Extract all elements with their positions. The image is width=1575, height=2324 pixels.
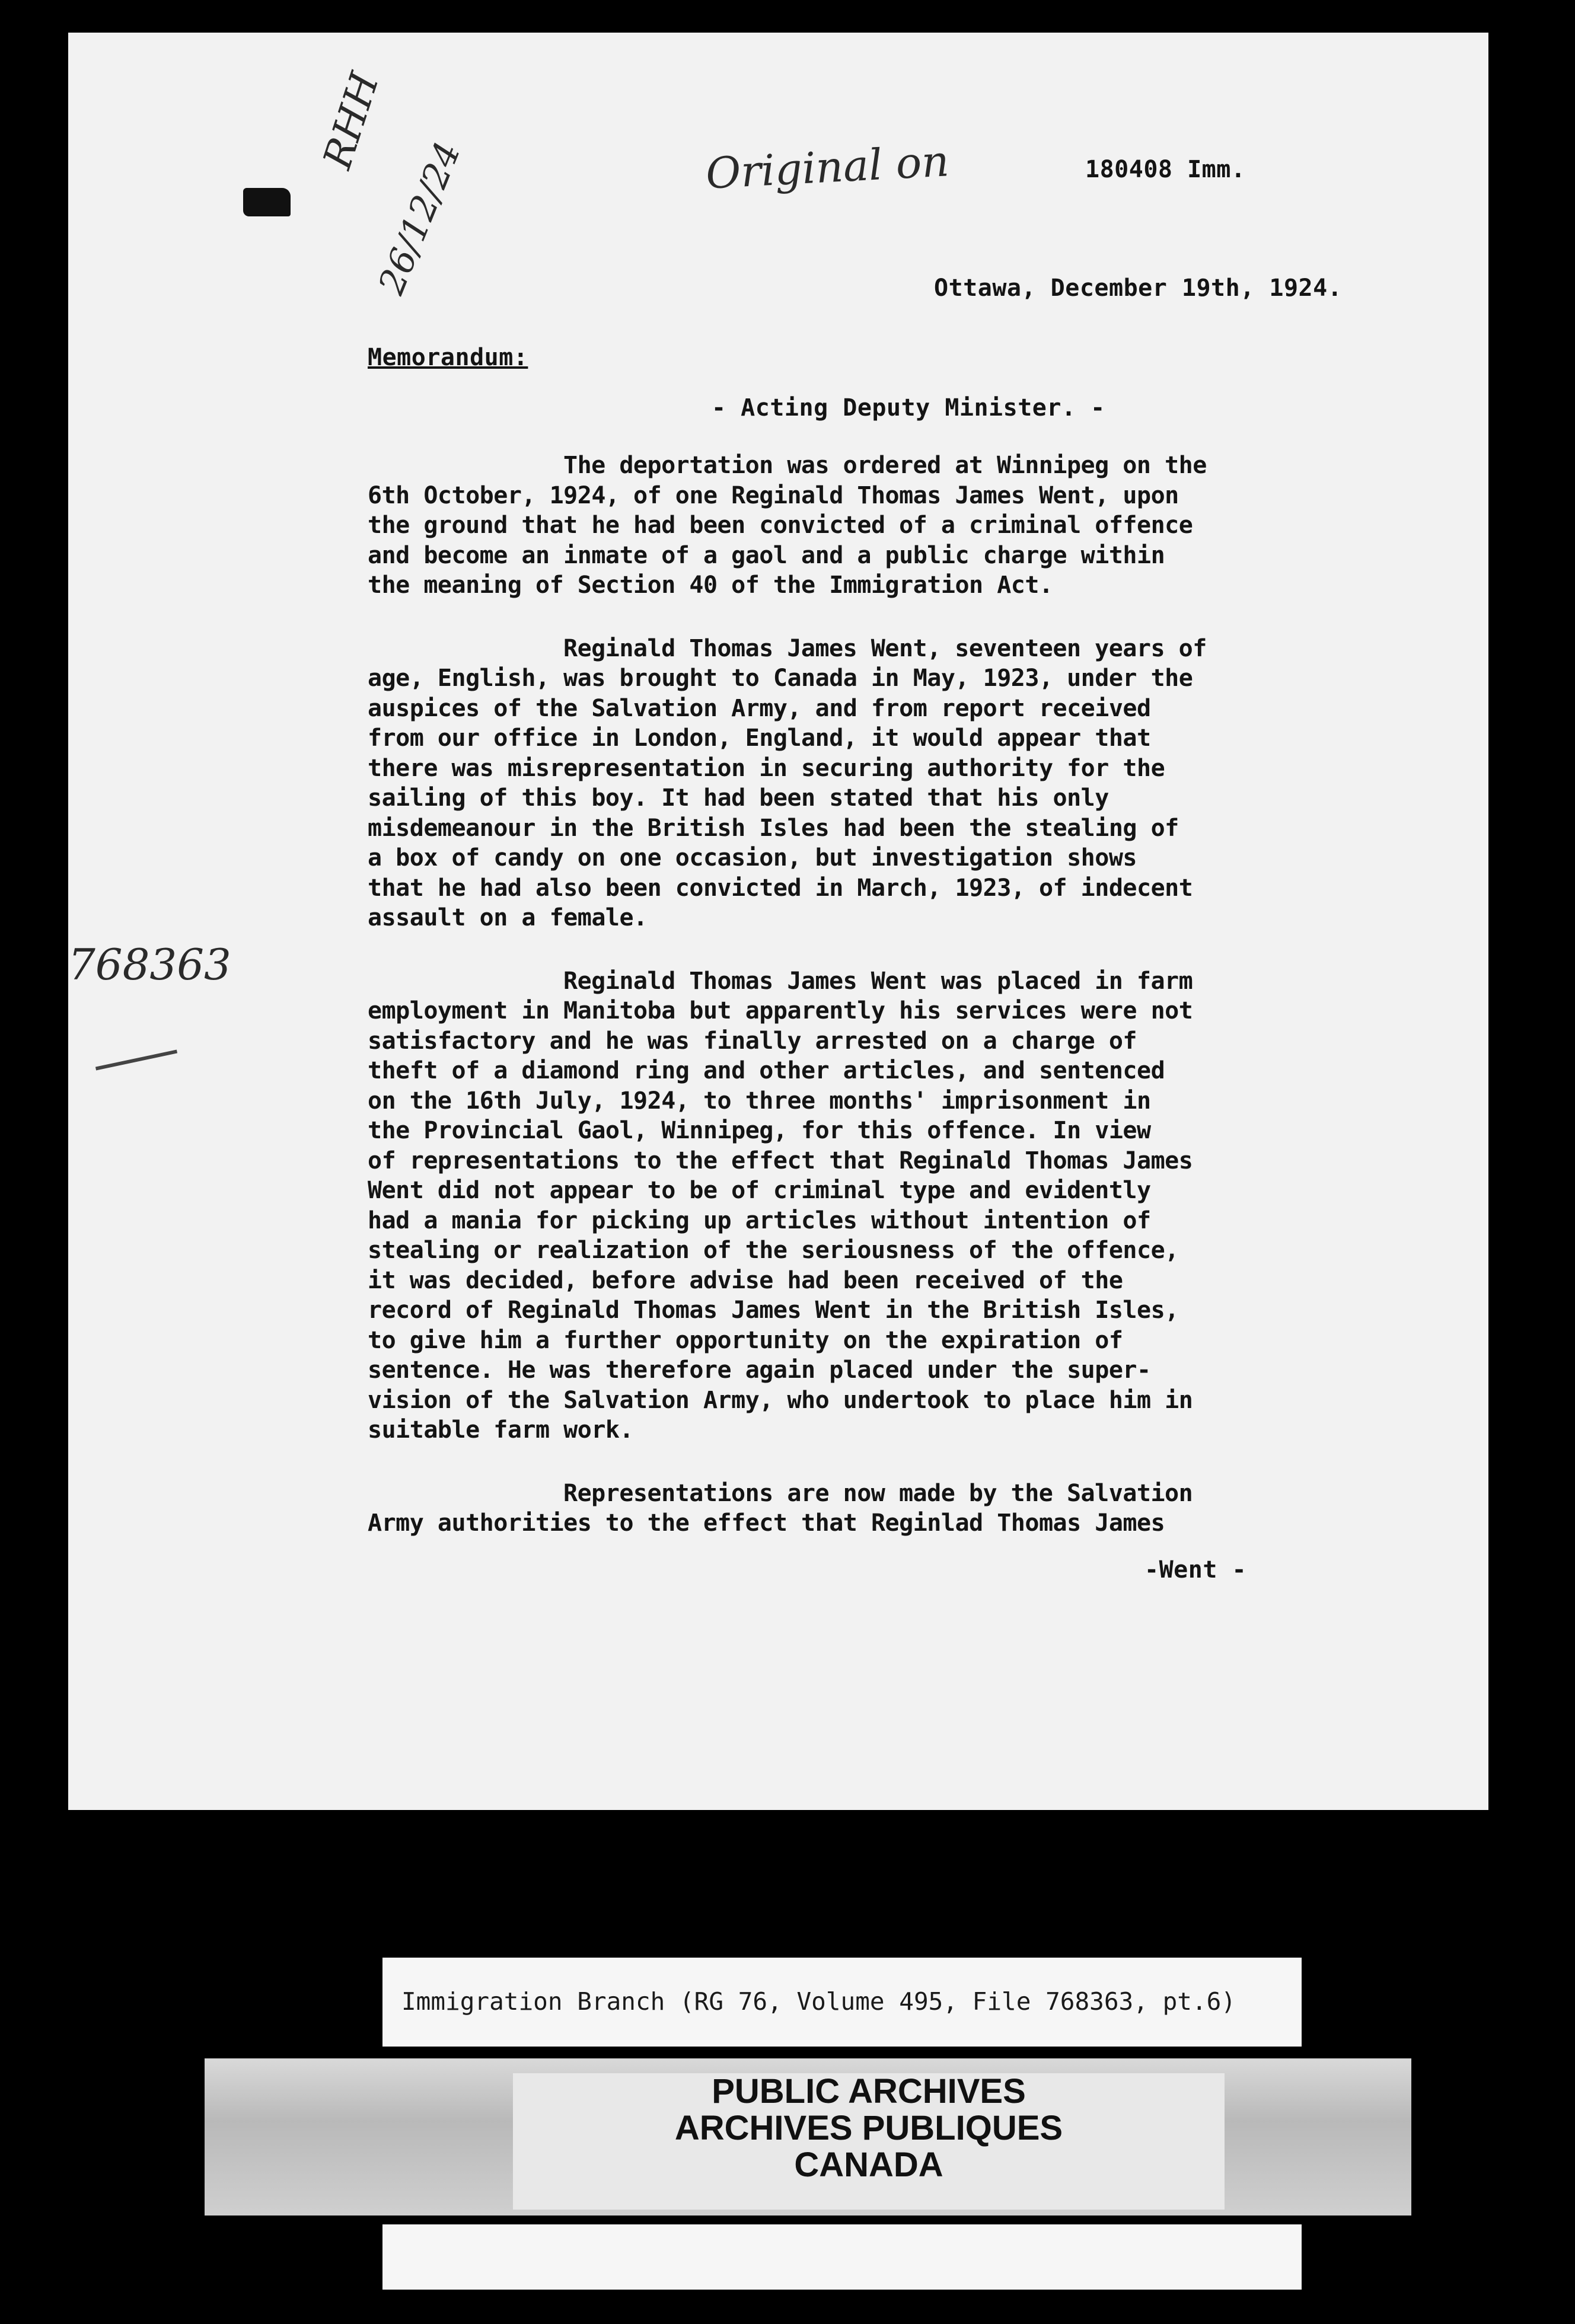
- handwritten-initials-date: 26/12/24: [371, 136, 469, 301]
- memo-line: Went did not appear to be of criminal type and evidently: [368, 1177, 1151, 1204]
- continuation-marker: -Went -: [1144, 1556, 1247, 1584]
- memo-line: 6th October, 1924, of one Reginald Thomas James Went, upon: [368, 481, 1179, 509]
- handwritten-original-note: Original on: [704, 136, 951, 199]
- memo-line: auspices of the Salvation Army, and from report received: [368, 694, 1151, 722]
- blank-label: [382, 2224, 1302, 2290]
- memo-paragraph: [368, 634, 1340, 933]
- memo-addressee: - Acting Deputy Minister. -: [712, 394, 1105, 422]
- memo-line: and become an inmate of a gaol and a public charge within: [368, 541, 1165, 569]
- memo-line: satisfactory and he was finally arrested on a charge of: [368, 1027, 1137, 1055]
- memo-line: stealing or realization of the seriousness of the offence,: [368, 1237, 1179, 1264]
- memo-line: misdemeanour in the British Isles had been the stealing of: [368, 814, 1179, 842]
- memo-line: to give him a further opportunity on the expiration of: [368, 1326, 1123, 1354]
- memo-paragraph: [368, 451, 1340, 601]
- memo-line: The deportation was ordered at Winnipeg on the: [563, 452, 1207, 479]
- memo-paragraph: [368, 1479, 1340, 1538]
- archive-label: [205, 1958, 1411, 2290]
- memo-line: record of Reginald Thomas James Went in the British Isles,: [368, 1297, 1179, 1324]
- date-line: Ottawa, December 19th, 1924.: [934, 274, 1343, 302]
- margin-dash: [95, 1050, 177, 1071]
- memo-heading: Memorandum:: [368, 344, 528, 371]
- memo-line: of representations to the effect that Reginald Thomas James: [368, 1147, 1193, 1174]
- handwritten-margin-number: 768363: [68, 940, 231, 989]
- memo-line: the ground that he had been convicted of a criminal offence: [368, 512, 1193, 539]
- file-reference: 180408 Imm.: [1085, 156, 1246, 183]
- memo-line: sentence. He was therefore again placed under the super-: [368, 1356, 1151, 1384]
- reference-label: [382, 1958, 1302, 2047]
- archives-stamp: [513, 2073, 1225, 2210]
- ink-mark: [243, 188, 291, 216]
- memo-line: Reginald Thomas James Went was placed in farm: [563, 967, 1193, 995]
- memo-page: [68, 33, 1488, 1810]
- memo-line: had a mania for picking up articles without intention of: [368, 1206, 1151, 1234]
- memo-line: from our office in London, England, it would appear that: [368, 724, 1151, 752]
- memo-body: [368, 451, 1340, 1538]
- stamp-line: PUBLIC ARCHIVES: [712, 2072, 1026, 2111]
- memo-line: suitable farm work.: [368, 1416, 634, 1444]
- memo-line: on the 16th July, 1924, to three months' imprisonment in: [368, 1087, 1151, 1115]
- memo-line: assault on a female.: [368, 904, 648, 931]
- memo-line: age, English, was brought to Canada in May, 1923, under the: [368, 665, 1193, 692]
- memo-line: the meaning of Section 40 of the Immigration Act.: [368, 572, 1053, 599]
- handwritten-initials: RHH: [314, 67, 388, 174]
- memo-line: employment in Manitoba but apparently his services were not: [368, 997, 1193, 1024]
- stamp-line: CANADA: [794, 2146, 943, 2184]
- memo-line: the Provincial Gaol, Winnipeg, for this offence. In view: [368, 1117, 1151, 1144]
- memo-line: a box of candy on one occasion, but investigation shows: [368, 844, 1137, 872]
- memo-line: vision of the Salvation Army, who undertook to place him in: [368, 1386, 1193, 1414]
- memo-line: it was decided, before advise had been received of the: [368, 1266, 1123, 1294]
- memo-line: there was misrepresentation in securing authority for the: [368, 754, 1165, 782]
- memo-line: theft of a diamond ring and other articles, and sentenced: [368, 1057, 1165, 1084]
- stamp-line: ARCHIVES PUBLIQUES: [674, 2109, 1063, 2147]
- memo-paragraph: [368, 966, 1340, 1445]
- memo-line: Representations are now made by the Salvation: [563, 1479, 1193, 1507]
- memo-line: sailing of this boy. It had been stated that his only: [368, 784, 1109, 812]
- memo-line: that he had also been convicted in March, 1923, of indecent: [368, 874, 1193, 902]
- archive-reference: Immigration Branch (RG 76, Volume 495, File 768363, pt.6): [401, 1987, 1236, 2016]
- memo-line: Reginald Thomas James Went, seventeen years of: [563, 634, 1207, 662]
- memo-line: Army authorities to the effect that Reginlad Thomas James: [368, 1509, 1165, 1537]
